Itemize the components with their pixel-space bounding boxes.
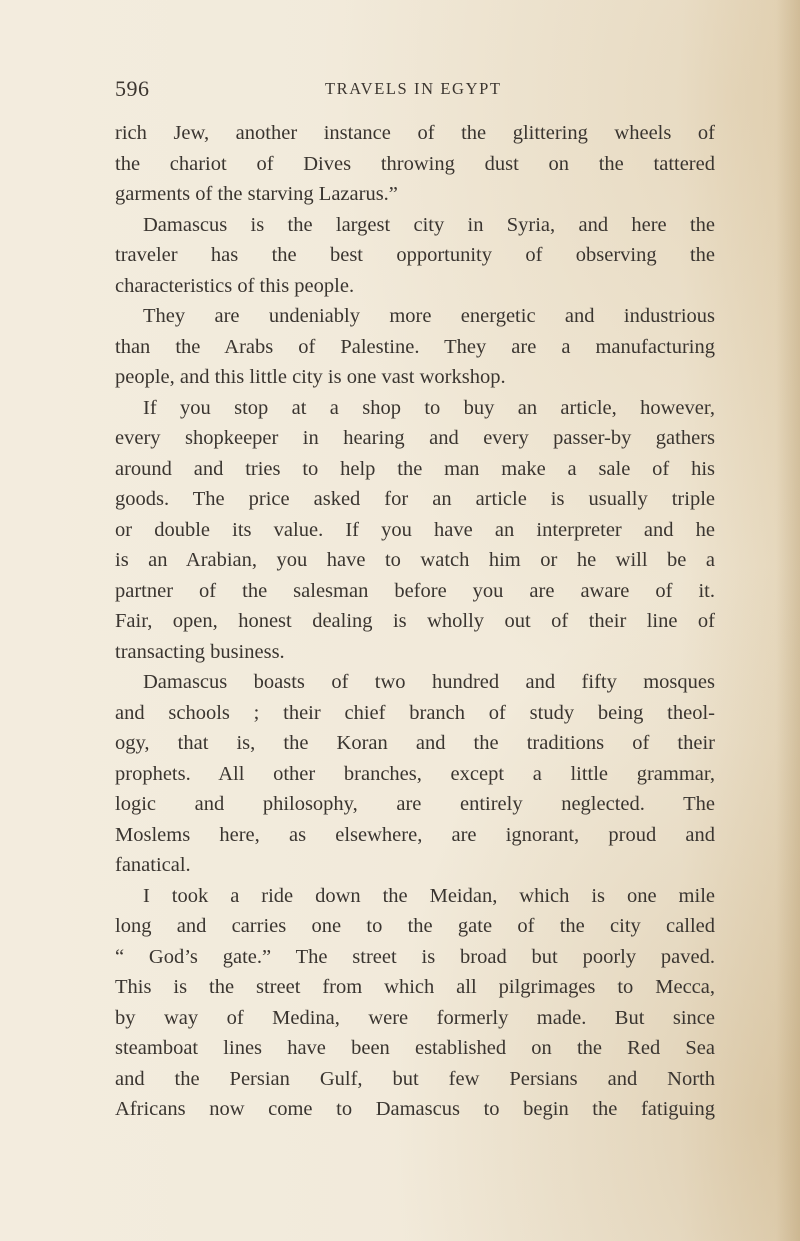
text-line: logic and philosophy, are entirely neglected. The (115, 793, 715, 815)
text-line: every shopkeeper in hearing and every passer-by gathers (115, 427, 715, 449)
text-line: This is the street from which all pilgrimages to Mecca, (115, 976, 715, 998)
text-line: garments of the starving Lazarus.” (115, 183, 398, 205)
text-line: long and carries one to the gate of the city called (115, 915, 715, 937)
text-line: or double its value. If you have an interpreter and he (115, 518, 715, 541)
body-text (115, 118, 715, 1125)
text-line: fanatical. (115, 854, 191, 876)
text-line: They are undeniably more energetic and industrious (143, 305, 715, 327)
text-line: partner of the salesman before you are aware of it. (115, 579, 715, 602)
text-line: steamboat lines have been established on the Red Sea (115, 1037, 715, 1059)
text-line: prophets. All other branches, except a little grammar, (115, 762, 715, 785)
text-line: around and tries to help the man make a sale of his (115, 457, 715, 480)
text-line: characteristics of this people. (115, 274, 355, 297)
text-line: the chariot of Dives throwing dust on the tattered (115, 152, 715, 175)
text-line: is an Arabian, you have to watch him or he will be a (115, 549, 715, 571)
text-line: Africans now come to Damascus to begin the fatiguing (115, 1098, 715, 1120)
text-line: rich Jew, another instance of the glittering wheels of (115, 122, 715, 144)
text-line: I took a ride down the Meidan, which is one mile (143, 884, 715, 907)
text-line: and schools ; their chief branch of study being theol- (115, 701, 715, 724)
text-line: Damascus is the largest city in Syria, and here the (143, 213, 715, 236)
text-line: than the Arabs of Palestine. They are a manufacturing (115, 335, 715, 358)
running-title: TRAVELS IN EGYPT (325, 79, 502, 98)
text-line: If you stop at a shop to buy an article, however, (143, 396, 715, 419)
page-number: 596 (115, 76, 150, 101)
text-line: goods. The price asked for an article is usually triple (115, 488, 715, 510)
text-line: Fair, open, honest dealing is wholly out of their line of (115, 610, 715, 632)
text-line: ogy, that is, the Koran and the traditions of their (115, 732, 715, 754)
text-line: Damascus boasts of two hundred and fifty mosques (143, 671, 715, 693)
text-line: Moslems here, as elsewhere, are ignorant, proud and (115, 823, 715, 846)
text-line: “ God’s gate.” The street is broad but poorly paved. (115, 945, 715, 968)
text-line: transacting business. (115, 640, 285, 663)
text-line: and the Persian Gulf, but few Persians and North (115, 1067, 715, 1090)
page-edge-shading (776, 0, 800, 1241)
text-line: people, and this little city is one vast workshop. (115, 366, 506, 388)
running-head (115, 76, 715, 106)
text-line: traveler has the best opportunity of observing the (115, 244, 715, 266)
text-line: by way of Medina, were formerly made. But since (115, 1006, 715, 1029)
